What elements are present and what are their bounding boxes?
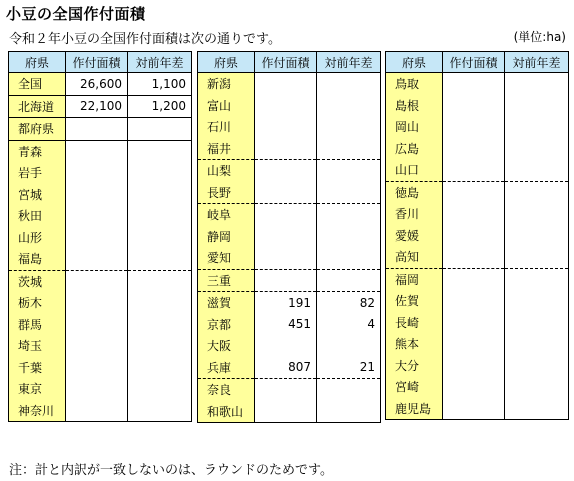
prefecture-cell: 兵庫 [198, 357, 255, 379]
planted-area-cell: 22,100 [66, 95, 128, 118]
year-diff-cell [505, 312, 569, 334]
year-diff-cell [505, 268, 569, 290]
year-diff-cell [505, 398, 569, 420]
planted-area-cell [443, 95, 505, 117]
planted-area-cell [66, 205, 128, 227]
table-row [198, 95, 381, 117]
table-row [386, 246, 569, 268]
prefecture-cell: 岡山 [386, 116, 443, 138]
year-diff-cell [128, 292, 192, 314]
planted-area-cell [255, 182, 317, 204]
prefecture-cell: 奈良 [198, 379, 255, 401]
prefecture-cell: 熊本 [386, 333, 443, 355]
planted-area-cell: 26,600 [66, 73, 128, 96]
page-title: 小豆の全国作付面積 [6, 5, 146, 23]
planted-area-cell [255, 379, 317, 401]
table-row [9, 314, 192, 336]
planted-area-cell [443, 398, 505, 420]
planted-area-cell [255, 116, 317, 138]
acreage-table-3 [385, 51, 569, 420]
planted-area-cell [443, 290, 505, 312]
table-row [198, 73, 381, 95]
year-diff-cell [128, 227, 192, 249]
page-subtitle: 令和２年小豆の全国作付面積は次の通りです。 [9, 32, 281, 47]
year-diff-cell [128, 140, 192, 162]
planted-area-cell [255, 160, 317, 182]
prefecture-cell: 鳥取 [386, 73, 443, 95]
table-row [9, 205, 192, 227]
table-row [386, 312, 569, 334]
year-diff-cell [505, 181, 569, 203]
header-prefecture: 府県 [198, 52, 255, 73]
header-prefecture: 府県 [9, 52, 66, 73]
prefecture-cell: 三重 [198, 269, 255, 292]
table-row [198, 314, 381, 336]
table-row [9, 378, 192, 400]
table-row [198, 204, 381, 226]
prefecture-cell: 宮城 [9, 184, 66, 206]
table-row [9, 357, 192, 379]
year-diff-cell [317, 116, 381, 138]
prefecture-cell: 山形 [9, 227, 66, 249]
prefecture-cell: 京都 [198, 314, 255, 336]
planted-area-cell [443, 138, 505, 160]
planted-area-cell [255, 138, 317, 160]
prefecture-cell: 香川 [386, 203, 443, 225]
prefecture-cell: 茨城 [9, 270, 66, 292]
year-diff-cell [505, 246, 569, 268]
prefecture-cell: 岩手 [9, 162, 66, 184]
prefecture-cell: 鹿児島 [386, 398, 443, 420]
acreage-table-2 [197, 51, 381, 423]
prefecture-cell: 青森 [9, 140, 66, 162]
prefecture-cell: 全国 [9, 73, 66, 96]
prefecture-cell: 都府県 [9, 118, 66, 141]
prefecture-cell: 埼玉 [9, 335, 66, 357]
table-row [9, 227, 192, 249]
year-diff-cell [505, 159, 569, 181]
table-row [386, 225, 569, 247]
year-diff-cell [128, 400, 192, 422]
planted-area-cell [443, 312, 505, 334]
table-row [198, 292, 381, 314]
table-row [386, 95, 569, 117]
prefecture-cell: 石川 [198, 116, 255, 138]
year-diff-cell [317, 182, 381, 204]
unit-label: (単位:ha) [513, 30, 566, 44]
planted-area-cell [443, 246, 505, 268]
planted-area-cell [443, 73, 505, 95]
prefecture-cell: 福井 [198, 138, 255, 160]
table-row [198, 335, 381, 357]
table-row [198, 269, 381, 292]
planted-area-cell [66, 292, 128, 314]
year-diff-cell: 1,100 [128, 73, 192, 96]
planted-area-cell [255, 226, 317, 248]
planted-area-cell [66, 314, 128, 336]
prefecture-cell: 長野 [198, 182, 255, 204]
prefecture-cell: 新潟 [198, 73, 255, 95]
planted-area-cell [443, 376, 505, 398]
year-diff-cell: 21 [317, 357, 381, 379]
table-row [198, 138, 381, 160]
header-prefecture: 府県 [386, 52, 443, 73]
table-row [386, 73, 569, 95]
table-row [386, 159, 569, 181]
prefecture-cell: 大分 [386, 355, 443, 377]
prefecture-cell: 山梨 [198, 160, 255, 182]
year-diff-cell [505, 333, 569, 355]
planted-area-cell: 807 [255, 357, 317, 379]
table-row [386, 290, 569, 312]
table-row [198, 379, 381, 401]
table-row [386, 138, 569, 160]
planted-area-cell [66, 227, 128, 249]
table-row [386, 398, 569, 420]
table-row [386, 376, 569, 398]
table-row [386, 203, 569, 225]
header-year-diff: 対前年差 [128, 52, 192, 73]
planted-area-cell [66, 378, 128, 400]
prefecture-cell: 千葉 [9, 357, 66, 379]
prefecture-cell: 高知 [386, 246, 443, 268]
planted-area-cell: 191 [255, 292, 317, 314]
table-row [198, 226, 381, 248]
planted-area-cell [255, 73, 317, 95]
header-year-diff: 対前年差 [505, 52, 569, 73]
planted-area-cell [255, 95, 317, 117]
year-diff-cell [317, 247, 381, 269]
table-row [386, 355, 569, 377]
year-diff-cell [505, 203, 569, 225]
planted-area-cell [66, 118, 128, 141]
year-diff-cell [317, 73, 381, 95]
header-planted-area: 作付面積 [443, 52, 505, 73]
table-row [386, 333, 569, 355]
prefecture-cell: 和歌山 [198, 401, 255, 423]
year-diff-cell [128, 205, 192, 227]
planted-area-cell [443, 159, 505, 181]
table-row [9, 292, 192, 314]
prefecture-cell: 福岡 [386, 268, 443, 290]
table-row [9, 400, 192, 422]
planted-area-cell [66, 140, 128, 162]
footnote: 注：計と内訳が一致しないのは、ラウンドのためです。 [9, 463, 333, 478]
year-diff-cell [128, 270, 192, 292]
prefecture-cell: 徳島 [386, 181, 443, 203]
table-row [386, 116, 569, 138]
year-diff-cell [505, 116, 569, 138]
prefecture-cell: 東京 [9, 378, 66, 400]
year-diff-cell [317, 204, 381, 226]
planted-area-cell [443, 355, 505, 377]
table-row [9, 162, 192, 184]
planted-area-cell [443, 203, 505, 225]
planted-area-cell: 451 [255, 314, 317, 336]
prefecture-cell: 佐賀 [386, 290, 443, 312]
planted-area-cell [66, 184, 128, 206]
planted-area-cell [443, 116, 505, 138]
year-diff-cell [128, 314, 192, 336]
planted-area-cell [443, 181, 505, 203]
table-row [198, 160, 381, 182]
prefecture-cell: 北海道 [9, 95, 66, 118]
prefecture-cell: 福島 [9, 248, 66, 270]
year-diff-cell: 4 [317, 314, 381, 336]
year-diff-cell [317, 335, 381, 357]
year-diff-cell [505, 225, 569, 247]
year-diff-cell [317, 226, 381, 248]
header-planted-area: 作付面積 [66, 52, 128, 73]
table-row [386, 268, 569, 290]
year-diff-cell [128, 248, 192, 270]
prefecture-cell: 大阪 [198, 335, 255, 357]
year-diff-cell [128, 118, 192, 141]
table-row [386, 181, 569, 203]
prefecture-cell: 広島 [386, 138, 443, 160]
header-planted-area: 作付面積 [255, 52, 317, 73]
prefecture-cell: 愛媛 [386, 225, 443, 247]
planted-area-cell [255, 247, 317, 269]
table-row [198, 247, 381, 269]
planted-area-cell [66, 248, 128, 270]
year-diff-cell [505, 376, 569, 398]
table-row [9, 270, 192, 292]
planted-area-cell [255, 401, 317, 423]
table-row [9, 118, 192, 141]
year-diff-cell [505, 138, 569, 160]
year-diff-cell [317, 269, 381, 292]
year-diff-cell [128, 335, 192, 357]
table-row [9, 73, 192, 96]
prefecture-cell: 滋賀 [198, 292, 255, 314]
header-year-diff: 対前年差 [317, 52, 381, 73]
prefecture-cell: 群馬 [9, 314, 66, 336]
planted-area-cell [255, 269, 317, 292]
prefecture-cell: 栃木 [9, 292, 66, 314]
year-diff-cell: 82 [317, 292, 381, 314]
year-diff-cell [317, 379, 381, 401]
year-diff-cell [317, 95, 381, 117]
year-diff-cell [317, 160, 381, 182]
table-row [198, 116, 381, 138]
year-diff-cell [128, 162, 192, 184]
planted-area-cell [66, 400, 128, 422]
planted-area-cell [443, 333, 505, 355]
year-diff-cell [505, 95, 569, 117]
planted-area-cell [255, 204, 317, 226]
planted-area-cell [66, 335, 128, 357]
table-row [9, 335, 192, 357]
planted-area-cell [66, 357, 128, 379]
table-row [198, 182, 381, 204]
year-diff-cell [128, 378, 192, 400]
prefecture-cell: 富山 [198, 95, 255, 117]
planted-area-cell [443, 225, 505, 247]
table-row [9, 248, 192, 270]
year-diff-cell [505, 355, 569, 377]
year-diff-cell [317, 138, 381, 160]
prefecture-cell: 山口 [386, 159, 443, 181]
acreage-table-1 [8, 51, 192, 422]
year-diff-cell [505, 290, 569, 312]
planted-area-cell [255, 335, 317, 357]
year-diff-cell [128, 184, 192, 206]
prefecture-cell: 愛知 [198, 247, 255, 269]
prefecture-cell: 宮崎 [386, 376, 443, 398]
prefecture-cell: 島根 [386, 95, 443, 117]
table-row [9, 95, 192, 118]
year-diff-cell [128, 357, 192, 379]
planted-area-cell [66, 270, 128, 292]
planted-area-cell [443, 268, 505, 290]
prefecture-cell: 神奈川 [9, 400, 66, 422]
year-diff-cell: 1,200 [128, 95, 192, 118]
planted-area-cell [66, 162, 128, 184]
year-diff-cell [317, 401, 381, 423]
table-row [198, 401, 381, 423]
prefecture-cell: 静岡 [198, 226, 255, 248]
table-row [9, 184, 192, 206]
year-diff-cell [505, 73, 569, 95]
prefecture-cell: 秋田 [9, 205, 66, 227]
prefecture-cell: 岐阜 [198, 204, 255, 226]
prefecture-cell: 長崎 [386, 312, 443, 334]
table-row [9, 140, 192, 162]
table-row [198, 357, 381, 379]
